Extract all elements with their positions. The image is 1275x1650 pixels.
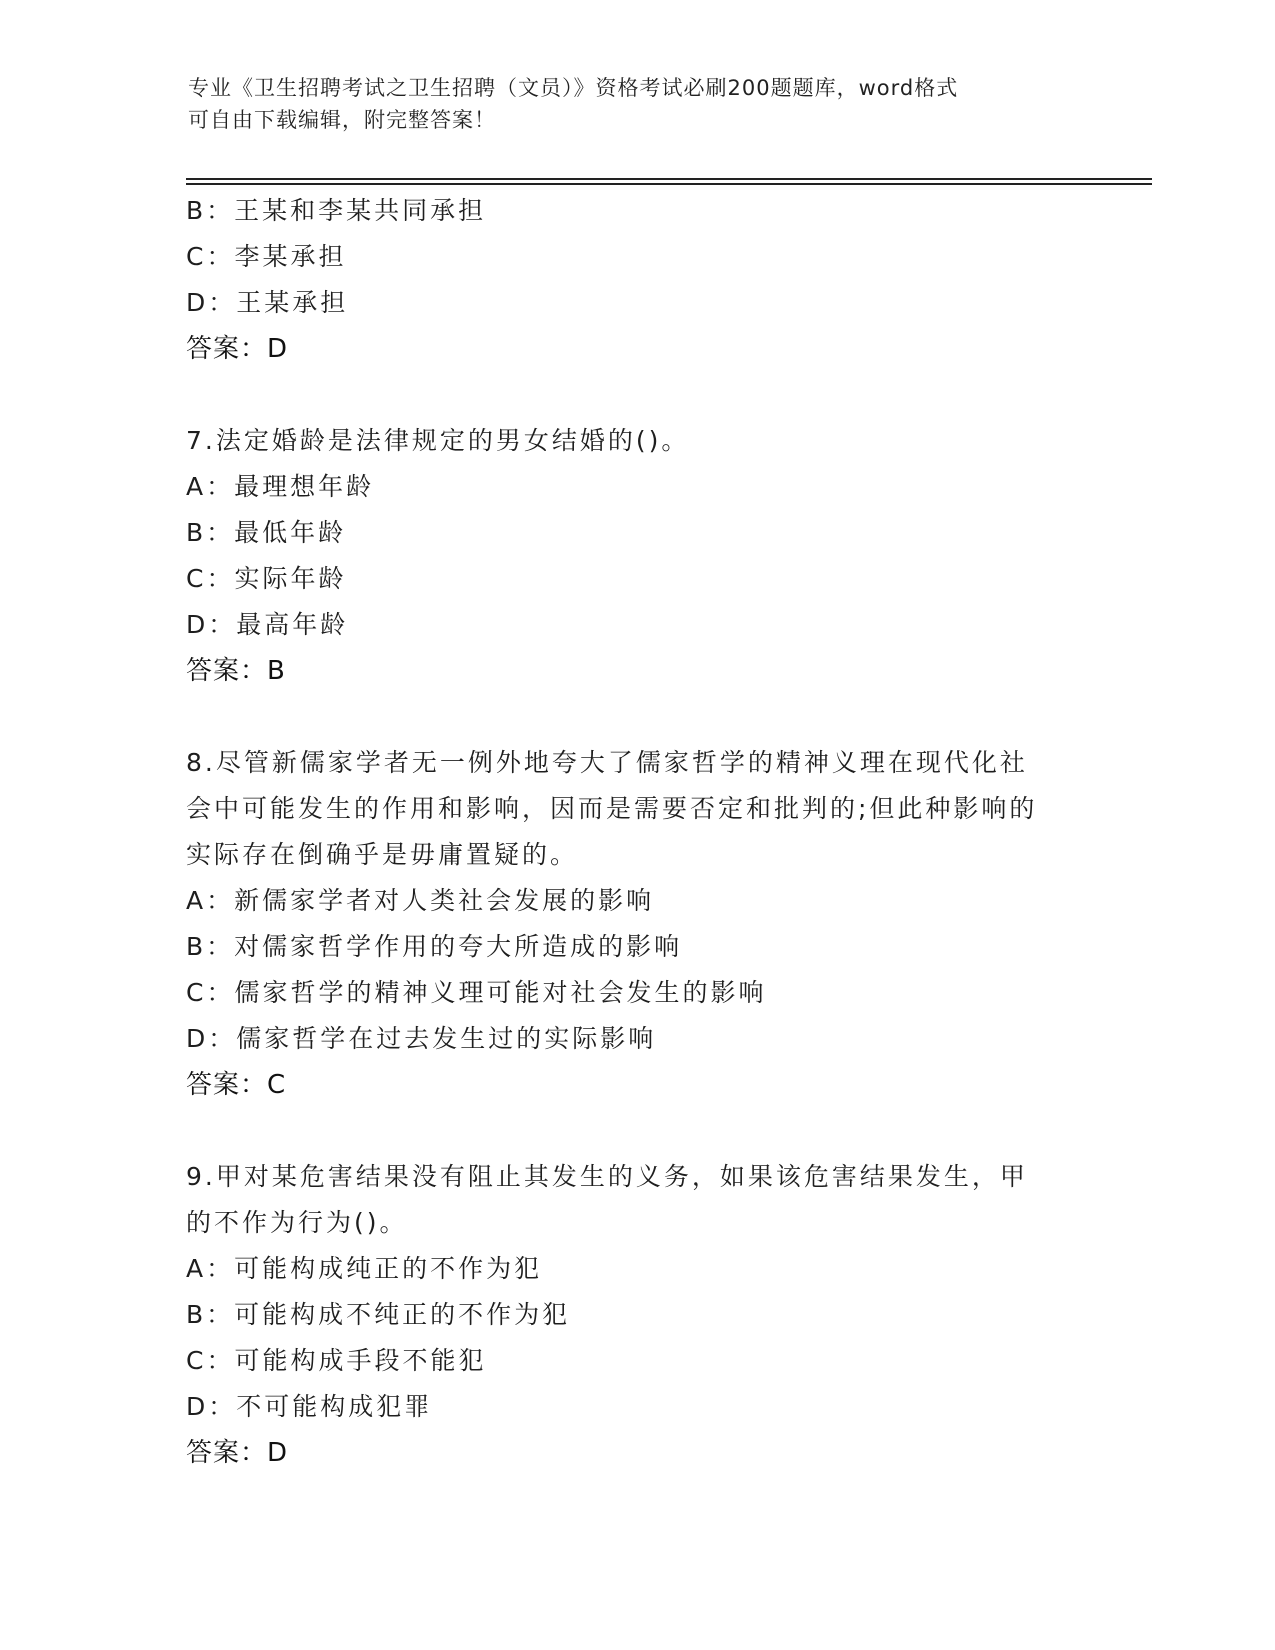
document-body <box>186 188 1086 1476</box>
header-title-line-2: 可自由下载编辑，附完整答案！ <box>188 108 496 132</box>
question-9 <box>186 1154 1086 1476</box>
answer-line: 答案：B <box>186 656 286 686</box>
answer-line: 答案：C <box>186 1070 287 1100</box>
option-d: D：最高年龄 <box>186 610 349 639</box>
answer-line: 答案：D <box>186 334 289 364</box>
option-b: B：对儒家哲学作用的夸大所造成的影响 <box>186 932 683 961</box>
spacer <box>186 1108 1086 1154</box>
question-6-continued <box>186 188 1086 372</box>
option-d: D：王某承担 <box>186 288 349 317</box>
question-stem-line: 会中可能发生的作用和影响，因而是需要否定和批判的;但此种影响的 <box>186 794 1038 823</box>
question-stem-line: 7.法定婚龄是法律规定的男女结婚的()。 <box>186 426 690 455</box>
header-title-line-1: 专业《卫生招聘考试之卫生招聘（文员）》资格考试必刷200题题库，word格式 <box>188 76 959 100</box>
question-stem <box>186 1154 1086 1246</box>
option-c: C：儒家哲学的精神义理可能对社会发生的影响 <box>186 978 767 1007</box>
option-c: C：实际年龄 <box>186 564 347 593</box>
option-c: C：可能构成手段不能犯 <box>186 1346 487 1375</box>
question-stem <box>186 740 1086 878</box>
header-divider-top <box>186 178 1152 180</box>
option-b: B：最低年龄 <box>186 518 347 547</box>
question-stem-line: 8.尽管新儒家学者无一例外地夸大了儒家哲学的精神义理在现代化社 <box>186 748 1028 777</box>
question-7 <box>186 418 1086 694</box>
spacer <box>186 694 1086 740</box>
option-a: A：可能构成纯正的不作为犯 <box>186 1254 543 1283</box>
question-8 <box>186 740 1086 1108</box>
option-c: C：李某承担 <box>186 242 347 271</box>
document-header <box>188 72 1088 136</box>
option-b: B：王某和李某共同承担 <box>186 196 487 225</box>
answer-line: 答案：D <box>186 1438 289 1468</box>
option-d: D：不可能构成犯罪 <box>186 1392 433 1421</box>
option-a: A：最理想年龄 <box>186 472 375 501</box>
spacer <box>186 372 1086 418</box>
header-divider-bottom <box>186 183 1152 185</box>
option-b: B：可能构成不纯正的不作为犯 <box>186 1300 571 1329</box>
question-stem-line: 实际存在倒确乎是毋庸置疑的。 <box>186 840 579 869</box>
question-stem <box>186 418 1086 464</box>
option-d: D：儒家哲学在过去发生过的实际影响 <box>186 1024 657 1053</box>
question-stem-line: 9.甲对某危害结果没有阻止其发生的义务，如果该危害结果发生，甲 <box>186 1162 1028 1191</box>
question-stem-line: 的不作为行为()。 <box>186 1208 408 1237</box>
option-a: A：新儒家学者对人类社会发展的影响 <box>186 886 655 915</box>
